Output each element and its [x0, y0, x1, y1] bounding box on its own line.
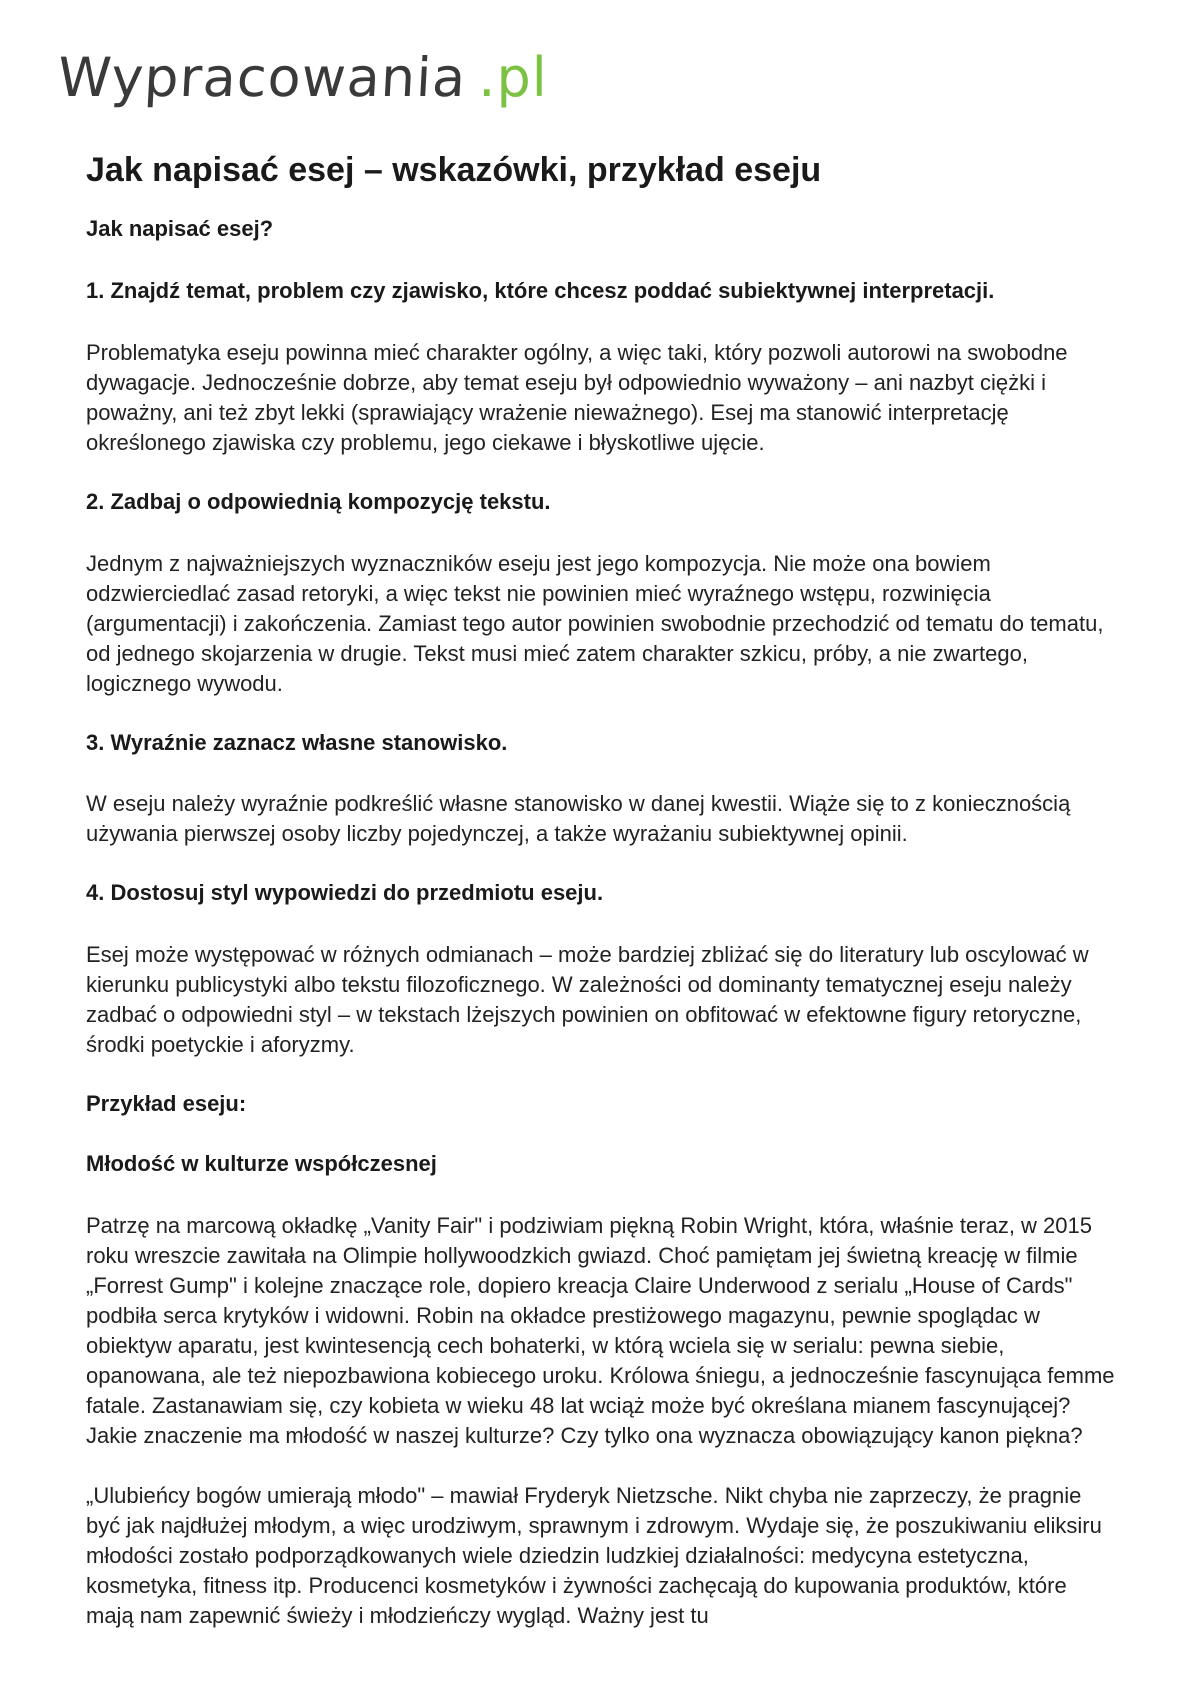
article	[86, 150, 1116, 1661]
section-text-1: Problematyka eseju powinna mieć charakter ogólny, a więc taki, który pozwoli autorowi na swobodne dywagacje. Jednocześnie dobrze, aby temat eseju był odpowiednio wyważony – ani nazbyt ciężki i poważny, ani też zbyt lekki (sprawiający wrażenie nieważnego). Esej ma stanowić interpretację określonego zjawiska czy problemu, jego ciekawe i błyskotliwe ujęcie.	[86, 339, 1068, 455]
logo-tld: .pl	[478, 46, 548, 109]
example-label: Przykład eseju:	[86, 1090, 247, 1116]
section-text-4: Esej może występować w różnych odmianach – może bardziej zbliżać się do literatury lub oscylować w kierunku publicystyki albo tekstu filozoficznego. W zależności od dominanty tematycznej eseju należy zadbać o odpowiedni styl – w tekstach lżejszych powinien on obfitować w efektowne figury retoryczne, środki poetyckie i aforyzmy.	[86, 941, 1089, 1057]
section-text-3: W eseju należy wyraźnie podkreślić własne stanowisko w danej kwestii. Wiąże się to z koniecznością używania pierwszej osoby liczby pojedynczej, a także wyrażaniu subiektywnej opinii.	[86, 791, 1071, 847]
essay-paragraph-2: „Ulubieńcy bogów umierają młodo" – mawiał Fryderyk Nietzsche. Nikt chyba nie zaprzeczy, że pragnie być jak najdłużej młodym, a więc urodziwym, sprawnym i zdrowym. Wydaje się, że poszukiwaniu eliksiru młodości zostało podporządkowanych wiele dziedzin ludzkiej działalności: medycyna estetyczna, kosmetyka, fitness itp. Producenci kosmetyków i żywności zachęcają do kupowania produktów, które mają nam zapewnić świeży i młodzieńczy wygląd. Ważny jest tu	[86, 1482, 1102, 1628]
logo-wordmark: Wypracowania	[56, 46, 468, 109]
article-subtitle: Jak napisać esej?	[86, 215, 274, 241]
page-title: Jak napisać esej – wskazówki, przykład eseju	[86, 151, 822, 189]
section-text-2: Jednym z najważniejszych wyznaczników eseju jest jego kompozycja. Nie może ona bowiem odzwierciedlać zasad retoryki, a więc tekst nie powinien mieć wyraźnego wstępu, rozwinięcia (argumentacji) i zakończenia. Zamiast tego autor powinien swobodnie przechodzić od tematu do tematu, od jednego skojarzenia w drugie. Tekst musi mieć zatem charakter szkicu, próby, a nie zwartego, logicznego wywodu.	[86, 550, 1104, 696]
section-heading-1: 1. Znajdź temat, problem czy zjawisko, które chcesz poddać subiektywnej interpretacji.	[86, 278, 995, 304]
section-heading-3: 3. Wyraźnie zaznacz własne stanowisko.	[86, 729, 508, 755]
essay-title: Młodość w kulturze współczesnej	[86, 1151, 437, 1177]
essay-paragraph-1: Patrzę na marcową okładkę „Vanity Fair" i podziwiam piękną Robin Wright, która, właśnie teraz, w 2015 roku wreszcie zawitała na Olimpie hollywoodzkich gwiazd. Choć pamiętam jej świetną kreację w filmie „Forrest Gump" i kolejne znaczące role, dopiero kreacja Claire Underwood z serialu „House of Cards" podbiła serca krytyków i widowni. Robin na okładce prestiżowego magazynu, pewnie spoglądac w obiektyw aparatu, jest kwintesencją cech bohaterki, w którą wciela się w serialu: pewna siebie, opanowana, ale też niepozbawiona kobiecego uroku. Królowa śniegu, a jednocześnie fascynująca femme fatale. Zastanawiam się, czy kobieta w wieku 48 lat wciąż może być określana mianem fascynującej? Jakie znaczenie ma młodość w naszej kulturze? Czy tylko ona wyznacza obowiązujący kanon piękna?	[86, 1212, 1115, 1448]
site-logo[interactable]	[58, 46, 548, 116]
section-heading-2: 2. Zadbaj o odpowiednią kompozycję tekstu.	[86, 488, 551, 514]
section-heading-4: 4. Dostosuj styl wypowiedzi do przedmiotu eseju.	[86, 880, 604, 906]
